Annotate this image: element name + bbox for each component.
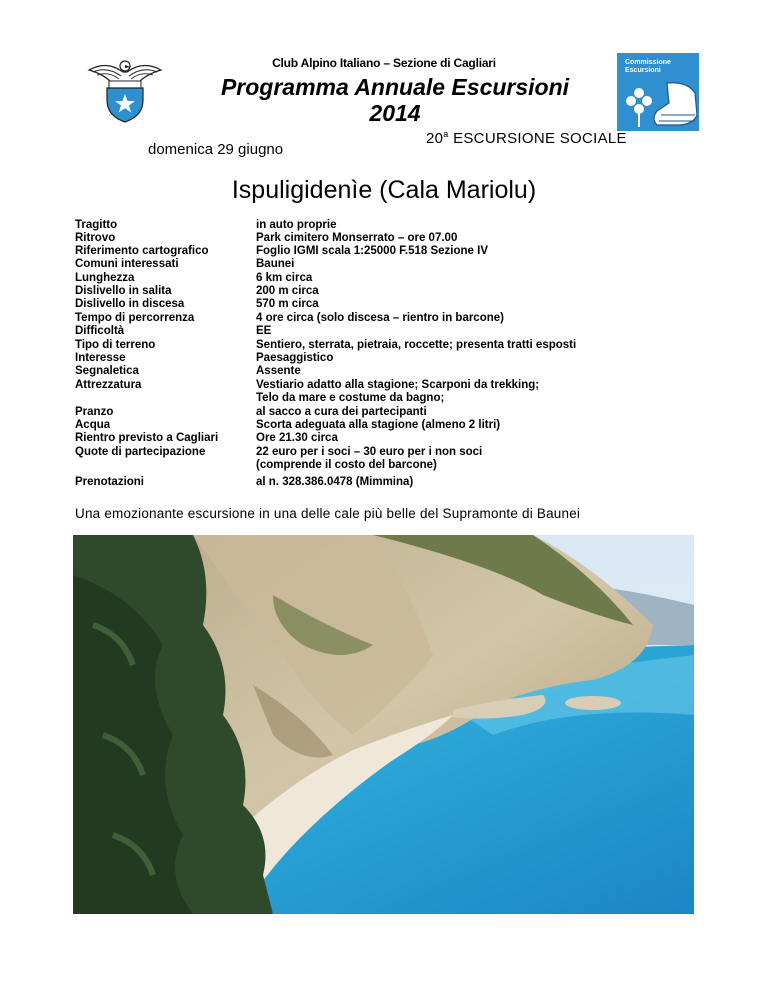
detail-value: 4 ore circa (solo discesa – rientro in barcone) (256, 312, 504, 324)
detail-value: 6 km circa (256, 272, 313, 284)
detail-value: al sacco a cura dei partecipanti (256, 406, 427, 418)
detail-value: 200 m circa (256, 285, 319, 297)
photo-caption: Una emozionante escursione in una delle cale più belle del Supramonte di Baunei (75, 506, 581, 521)
detail-label: Ritrovo (75, 232, 116, 244)
detail-value: Sentiero, sterrata, pietraia, roccette; presenta tratti esposti (256, 339, 577, 351)
detail-label: Tempo di percorrenza (75, 312, 195, 324)
detail-label: Comuni interessati (75, 258, 179, 270)
detail-label: Quote di partecipazione (75, 446, 206, 458)
excursion-number-value: 20 (426, 130, 444, 147)
detail-value: EE (256, 325, 272, 337)
detail-value: Scorta adeguata alla stagione (almeno 2 litri) (256, 419, 501, 431)
detail-label: Attrezzatura (75, 379, 142, 391)
excursion-number (426, 129, 627, 147)
detail-label: Riferimento cartografico (75, 245, 209, 257)
detail-value: in auto proprie (256, 219, 337, 231)
excursion-number-sup: a (443, 129, 449, 139)
detail-value: Paesaggistico (256, 352, 334, 364)
detail-value: 22 euro per i soci – 30 euro per i non soci (256, 446, 483, 458)
program-title: Programma Annuale Escursioni (220, 74, 570, 100)
page-title: Ispuligidenìe (Cala Mariolu) (231, 176, 537, 204)
detail-value: al n. 328.386.0478 (Mimmina) (256, 476, 414, 488)
excursion-label: ESCURSIONE SOCIALE (448, 130, 627, 147)
detail-label: Dislivello in salita (75, 285, 172, 297)
detail-value-continued: Telo da mare e costume da bagno; (256, 392, 445, 404)
excursion-date: domenica 29 giugno (148, 141, 284, 158)
svg-text:Escursioni: Escursioni (625, 67, 661, 74)
detail-label: Tragitto (75, 219, 118, 231)
detail-label: Prenotazioni (75, 476, 145, 488)
detail-value: Ore 21.30 circa (256, 432, 338, 444)
detail-value: Assente (256, 365, 301, 377)
detail-value: Foglio IGMI scala 1:25000 F.518 Sezione IV (256, 245, 489, 257)
svg-text:Commissione: Commissione (625, 59, 671, 66)
detail-label: Acqua (75, 419, 111, 431)
detail-label: Segnaletica (75, 365, 139, 377)
detail-label: Difficoltà (75, 325, 125, 337)
program-year: 2014 (369, 100, 421, 126)
detail-value: Vestiario adatto alla stagione; Scarponi da trekking; (256, 379, 540, 391)
cala-mariolu-photo (73, 535, 694, 914)
detail-label: Interesse (75, 352, 126, 364)
detail-label: Dislivello in discesa (75, 298, 185, 310)
detail-label: Lunghezza (75, 272, 135, 284)
detail-label: Rientro previsto a Cagliari (75, 432, 219, 444)
club-name: Club Alpino Italiano – Sezione di Cagliari (272, 56, 496, 70)
detail-value-continued: (comprende il costo del barcone) (256, 459, 437, 471)
detail-value: 570 m circa (256, 298, 319, 310)
detail-value: Park cimitero Monserrato – ore 07.00 (256, 232, 458, 244)
detail-label: Pranzo (75, 406, 114, 418)
detail-value: Baunei (256, 258, 295, 270)
detail-label: Tipo di terreno (75, 339, 156, 351)
